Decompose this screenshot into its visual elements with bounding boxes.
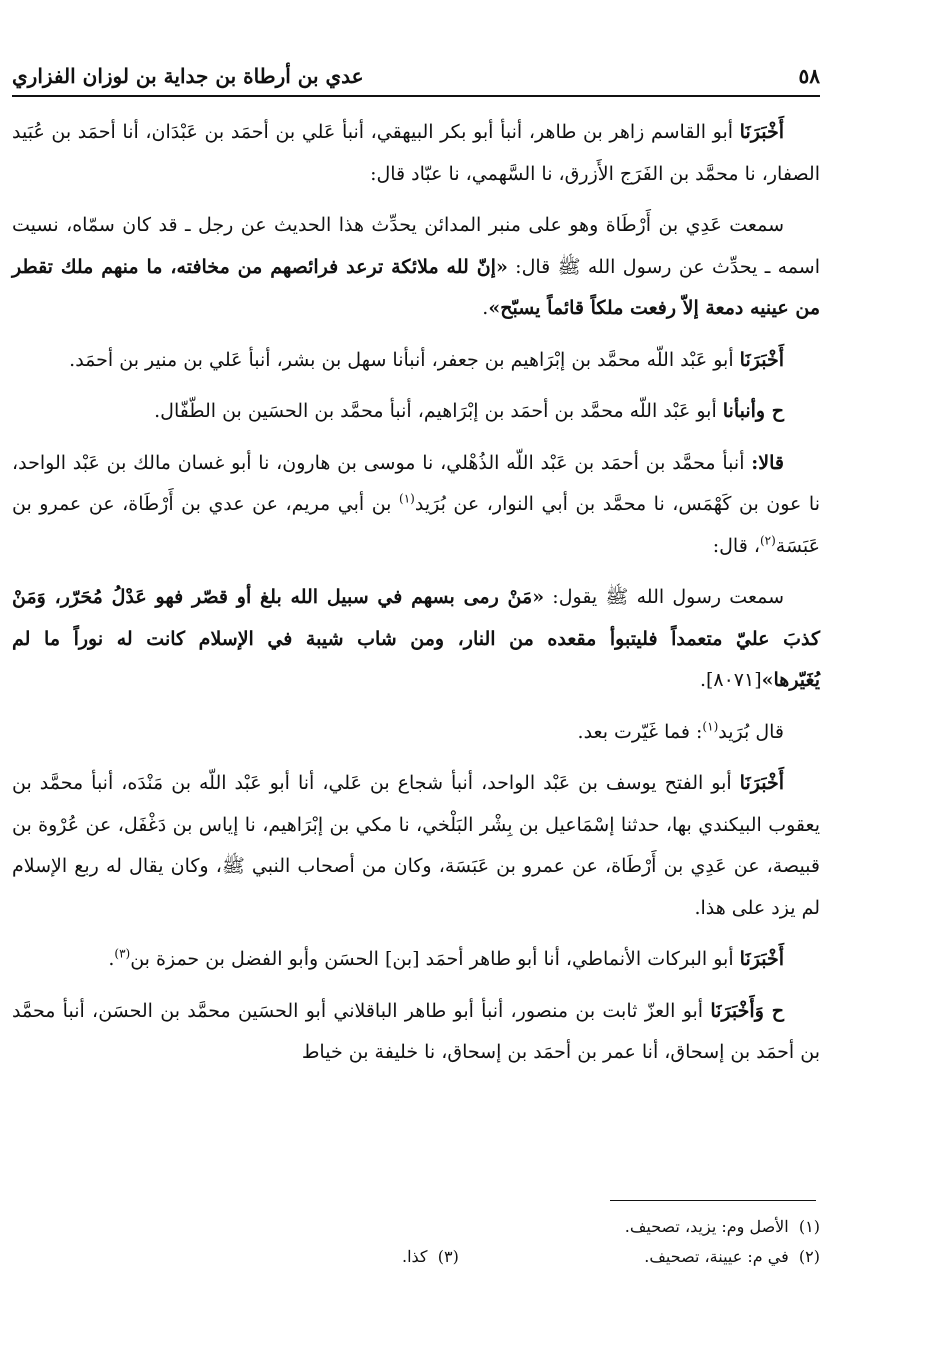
footnote-text: الأصل وم: يزيد، تصحيف. [624, 1217, 789, 1236]
footnote-3 [402, 1242, 459, 1272]
paragraph-1 [12, 112, 820, 195]
paragraph-text: قال بُرَيد [718, 720, 784, 743]
page-header [12, 58, 820, 94]
hadith-quote: «إنّ لله ملائكة ترعد فرائصهم من مخافته، ما منهم ملك تقطر من عينيه دمعة إلاّ رفعت ملكاً قائماً يسبّح» [12, 255, 820, 319]
paragraph-tail: [٨٠٧١]. [699, 669, 762, 691]
paragraph-lead: أَخْبَرَنَا [739, 772, 784, 794]
main-text [12, 112, 820, 1084]
footnote-text: كذا. [402, 1247, 428, 1266]
footnote-row [12, 1242, 820, 1272]
footnote-rule [610, 1200, 816, 1201]
footnote-ref: (٣) [114, 946, 131, 961]
paragraph-lead: أَخْبَرَنَا [739, 948, 784, 970]
paragraph-9 [12, 939, 820, 981]
footnote-ref: (١) [702, 719, 719, 734]
footnote-2 [644, 1242, 820, 1272]
footnote-row [12, 1212, 820, 1242]
paragraph-8 [12, 763, 820, 929]
paragraph-text: أبو عَبْد اللّه محمَّد بن أحمَد بن إبْرَاهيم، أنبأ محمَّد بن الحسَين بن الطّفّال. [154, 400, 723, 422]
running-title: عدي بن أرطاة بن جداية بن لوزان الفزاري [12, 64, 364, 88]
paragraph-lead: أَخْبَرَنَا [739, 348, 784, 371]
paragraph-lead: أَخْبَرَنَا [739, 121, 784, 143]
paragraph-text: سمعت عَدِي بن أَرْطَاة وهو على منبر المدائن يحدِّث هذا الحديث عن رجل ـ قد كان سمّاه، نسيت اسمه ـ يحدِّث عن رسول الله ﷺ قال: [12, 214, 820, 278]
paragraph-text: بن أبي مريم، عن عدي بن أَرْطَاة، عن عمرو بن عَبَسَة [12, 493, 820, 557]
footnote-number: (٣) [437, 1247, 459, 1266]
footnotes [12, 1212, 820, 1272]
paragraph-lead: ح وأنبأنا [722, 400, 784, 422]
paragraph-text: أبو القاسم زاهر بن طاهر، أنبأ أبو بكر البيهقي، أنبأ عَلي بن أحمَد بن عَبْدَان، أنا أحمَد بن عُبَيد الصفار، نا محمَّد بن الفَرَج الأَزرق، نا السَّهمي، نا عبّاد قال: [12, 121, 820, 185]
footnote-text: في م: عيينة، تصحيف. [644, 1247, 789, 1266]
hadith-quote: «مَنْ رمى بسهم في سبيل الله بلغ أو قصّر فهو عَدْلُ مُحَرّر، وَمَنْ كذبَ عليّ متعمداً فليتبوأ مقعده من النار، ومن شاب شيبة في الإسلام كانت له نوراً ما لم يُغَيّرها» [12, 586, 820, 691]
paragraph-2 [12, 205, 820, 330]
paragraph-7 [12, 712, 820, 754]
footnote-ref: (٢) [759, 533, 776, 548]
paragraph-text: أبو العزّ ثابت بن منصور، أنبأ أبو طاهر الباقلاني أبو الحسَين محمَّد بن الحسَن، أنبأ محمَّد بن أحمَد بن إسحاق، أنا عمر بن أحمَد بن إسحاق، نا خليفة بن خياط [12, 999, 820, 1063]
paragraph-text: أبو البركات الأنماطي، أنا أبو طاهر أحمَد [بن] الحسَن وأبو الفضل بن حمزة بن [130, 948, 740, 970]
paragraph-lead: ح وَأَخْبَرَنَا [710, 999, 784, 1022]
page-number: ٥٨ [798, 64, 820, 88]
footnote-number: (٢) [798, 1247, 820, 1266]
footnote-1 [625, 1212, 820, 1242]
paragraph-text: أبو عَبْد اللّه محمَّد بن إبْرَاهيم بن جعفر، أنبأنا سهل بن بشر، أنبأ عَلي بن منير بن أحمَد. [69, 348, 740, 371]
header-rule [12, 95, 820, 97]
paragraph-5 [12, 443, 820, 568]
paragraph-text: أنبأ محمَّد بن أحمَد بن عَبْد اللّه الذُهْلي، نا موسى بن هارون، نا أبو غسان مالك بن عَبْد الواحد، نا عون بن كَهْمَس، نا محمَّد بن أبي النوار، عن بُرَيد [12, 451, 820, 515]
paragraph-text: : فما غَيّرت بعد. [577, 720, 703, 743]
paragraph-text: . [108, 948, 115, 970]
paragraph-6 [12, 577, 820, 702]
paragraph-tail: . [482, 297, 489, 319]
paragraph-text: أبو الفتح يوسف بن عَبْد الواحد، أنبأ شجاع بن عَلي، أنا أبو عَبْد اللّه بن مَنْدَه، أنبأ محمَّد بن يعقوب البيكندي بها، حدثنا إسْمَاعيل بن بِشْر البَلْخي، نا مكي بن إبْرَاهيم، نا إياس بن دَغْفَل، عن عُرْوة بن قبيصة، عن عَدِي بن أَرْطَاة، عن عمرو بن عَبَسَة، وكان من أصحاب النبي ﷺ، وكان يقال له ربع الإسلام لم يزد على هذا. [12, 772, 820, 919]
paragraph-lead: قالا: [751, 451, 784, 474]
paragraph-3 [12, 340, 820, 382]
paragraph-text: ، قال: [712, 534, 760, 557]
paragraph-10 [12, 991, 820, 1074]
footnote-ref: (١) [399, 491, 415, 506]
footnote-number: (١) [798, 1217, 820, 1236]
paragraph-4 [12, 391, 820, 433]
paragraph-text: سمعت رسول الله ﷺ يقول: [544, 586, 785, 608]
